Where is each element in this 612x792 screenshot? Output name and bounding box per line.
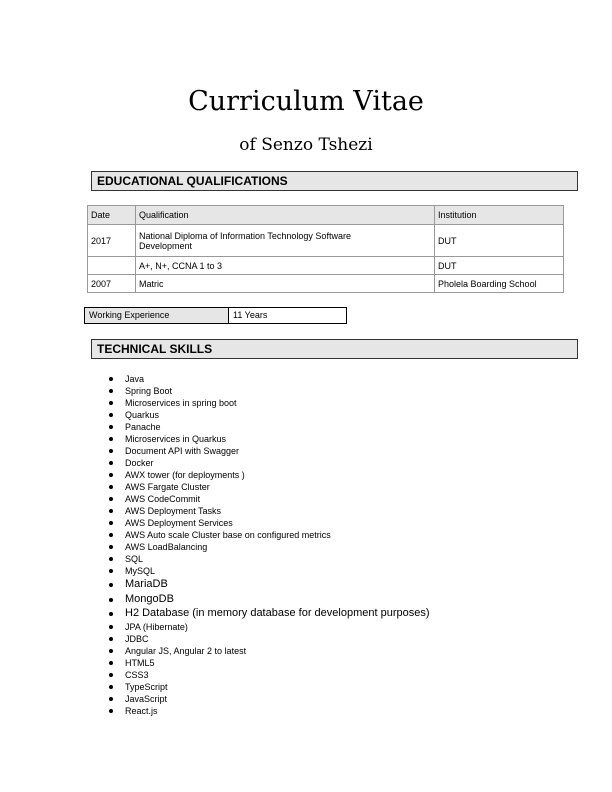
- skill-item: CSS3: [0, 669, 430, 681]
- experience-value: 11 Years: [233, 310, 268, 320]
- column-header: Qualification: [136, 206, 435, 225]
- institution-cell: Pholela Boarding School: [435, 275, 564, 293]
- date-cell: 2017: [88, 225, 136, 257]
- table-header-row: [88, 206, 564, 225]
- working-experience-table: [84, 307, 347, 324]
- skill-item: JDBC: [0, 633, 430, 645]
- education-heading: EDUCATIONAL QUALIFICATIONS: [91, 171, 578, 191]
- skill-item: MariaDB: [0, 577, 430, 592]
- institution-cell: DUT: [435, 225, 564, 257]
- page-subtitle: of Senzo Tshezi: [239, 135, 373, 155]
- page-title: Curriculum Vitae: [188, 86, 424, 117]
- skill-item: H2 Database (in memory database for development purposes): [0, 606, 430, 621]
- date-cell: [88, 257, 136, 275]
- skill-item: Angular JS, Angular 2 to latest: [0, 645, 430, 657]
- qualification-cell: National Diploma of Information Technology Software Development: [136, 225, 435, 257]
- skill-item: AWS CodeCommit: [0, 493, 430, 505]
- institution-cell: DUT: [435, 257, 564, 275]
- skill-item: AWS Deployment Tasks: [0, 505, 430, 517]
- experience-label: Working Experience: [85, 308, 229, 323]
- skill-item: Document API with Swagger: [0, 445, 430, 457]
- skill-item: Java: [0, 373, 430, 385]
- skill-item: AWS Auto scale Cluster base on configured metrics: [0, 529, 430, 541]
- skill-item: Docker: [0, 457, 430, 469]
- column-header: Date: [88, 206, 136, 225]
- skill-item: HTML5: [0, 657, 430, 669]
- skill-item: Spring Boot: [0, 385, 430, 397]
- qualification-cell: A+, N+, CCNA 1 to 3: [136, 257, 435, 275]
- table-row: [88, 257, 564, 275]
- skill-item: Quarkus: [0, 409, 430, 421]
- skill-item: JPA (Hibernate): [0, 621, 430, 633]
- skill-item: AWX tower (for deployments ): [0, 469, 430, 481]
- skills-list: [0, 373, 430, 717]
- skill-item: MySQL: [0, 565, 430, 577]
- skill-item: Microservices in Quarkus: [0, 433, 430, 445]
- skill-item: AWS Deployment Services: [0, 517, 430, 529]
- skill-item: React.js: [0, 705, 430, 717]
- date-cell: 2007: [88, 275, 136, 293]
- education-table: [87, 205, 564, 293]
- skill-item: SQL: [0, 553, 430, 565]
- skills-heading: TECHNICAL SKILLS: [91, 339, 578, 359]
- qualification-cell: Matric: [136, 275, 435, 293]
- skill-item: MongoDB: [0, 592, 430, 607]
- skill-item: JavaScript: [0, 693, 430, 705]
- skill-item: TypeScript: [0, 681, 430, 693]
- skill-item: AWS LoadBalancing: [0, 541, 430, 553]
- skill-item: AWS Fargate Cluster: [0, 481, 430, 493]
- skill-item: Panache: [0, 421, 430, 433]
- skill-item: Microservices in spring boot: [0, 397, 430, 409]
- column-header: Institution: [435, 206, 564, 225]
- table-row: [88, 275, 564, 293]
- table-row: [88, 225, 564, 257]
